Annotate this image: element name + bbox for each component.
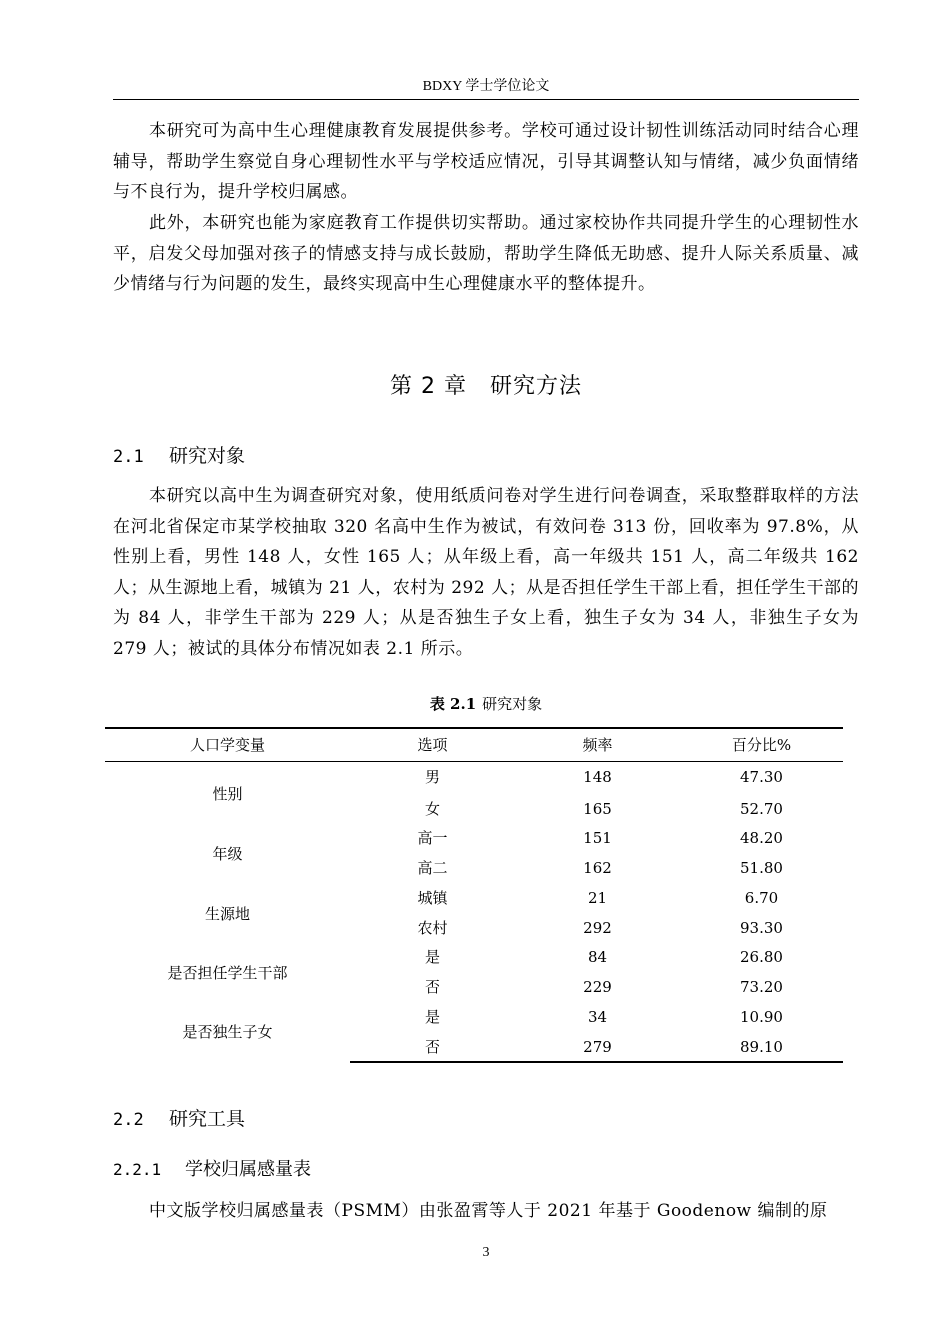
section-2-1-heading (113, 443, 245, 470)
section-title: 研究对象 (169, 445, 246, 467)
table-cell: 84 (587, 948, 608, 966)
table-cell: 51.80 (740, 859, 783, 877)
section-2-2-heading (113, 1106, 245, 1133)
table-cell: 52.70 (740, 800, 783, 818)
running-header: BDXY 学士学位论文 (422, 79, 550, 94)
table-cell: 是 (424, 948, 440, 966)
table-cell: 292 (583, 919, 612, 937)
chapter-title: 第 2 章 研究方法 (390, 374, 582, 399)
table-cell: 农村 (417, 919, 448, 937)
table-cell: 否 (424, 1038, 440, 1056)
table-cell: 女 (424, 800, 440, 818)
table-cell: 6.70 (744, 889, 779, 907)
section-number: 2.1 (113, 447, 144, 467)
table-cell: 279 (583, 1038, 612, 1056)
table-cell: 城镇 (417, 889, 448, 907)
subsection-2-2-1-paragraph: 中文版学校归属感量表（PSMM）由张盈霄等人于 2021 年基于 Goodenow 编制的原 (149, 1201, 828, 1221)
table-cell: 男 (424, 768, 440, 786)
table-variable-cell: 生源地 (204, 905, 250, 923)
table-cell: 151 (583, 829, 612, 847)
table-cell: 73.20 (740, 978, 783, 996)
table-header-cell: 频率 (582, 736, 613, 754)
table-cell: 229 (583, 978, 612, 996)
table-cell: 10.90 (740, 1008, 783, 1026)
table-bottom-rule (350, 1061, 843, 1063)
table-cell: 26.80 (740, 948, 783, 966)
table-variable-cell: 性别 (212, 785, 243, 803)
intro-paragraph-2: 此外，本研究也能为家庭教育工作提供切实帮助。通过家校协作共同提升学生的心理韧性水平，启发父母加强对孩子的情感支持与成长鼓励，帮助学生降低无助感、提升人际关系质量、减少情绪与行为问题的发生，最终实现高中生心理健康水平的整体提升。 (113, 213, 859, 294)
table-cell: 21 (587, 889, 608, 907)
table-cell: 否 (424, 978, 440, 996)
section-number: 2.2 (113, 1110, 144, 1130)
header-rule (113, 99, 859, 100)
table-cell: 48.20 (740, 829, 783, 847)
section-2-1-paragraph: 本研究以高中生为调查研究对象，使用纸质问卷对学生进行问卷调查，采取整群取样的方法在河北省保定市某学校抽取 320 名高中生作为被试，有效问卷 313 份，回收率为 97.8%，从性别上看，男性 148 人，女性 165 人；从年级上看，高一年级共 151 人，高二年级共 162 人；从生源地上看，城镇为 21 人，农村为 292 人；从是否担任学生干部上看，担任学生干部的为 84 人，非学生干部为 229 人；从是否独生子女上看，独生子女为 34 人，非独生子女为 279 人；被试的具体分布情况如表 2.1 所示。 (113, 486, 859, 659)
table-header-rule (105, 761, 843, 762)
section-title: 研究工具 (169, 1108, 246, 1130)
table-header-cell: 人口学变量 (189, 736, 265, 754)
table-caption (113, 694, 859, 714)
table-cell: 高一 (417, 829, 448, 847)
table-top-rule (105, 727, 843, 729)
table-header-cell: 百分比% (731, 736, 792, 754)
page-number: 3 (482, 1245, 490, 1260)
table-cell: 148 (583, 768, 612, 786)
subsection-title: 学校归属感量表 (185, 1159, 311, 1180)
table-cell: 165 (583, 800, 612, 818)
table-caption-title: 研究对象 (482, 695, 543, 713)
table-cell: 34 (587, 1008, 608, 1026)
table-cell: 高二 (417, 859, 448, 877)
intro-paragraph-1: 本研究可为高中生心理健康教育发展提供参考。学校可通过设计韧性训练活动同时结合心理辅导，帮助学生察觉自身心理韧性水平与学校适应情况，引导其调整认知与情绪，减少负面情绪与不良行为，提升学校归属感。 (113, 121, 859, 202)
table-variable-cell: 是否独生子女 (182, 1023, 273, 1041)
table-variable-cell: 年级 (212, 845, 243, 863)
subsection-number: 2.2.1 (113, 1160, 162, 1179)
table-caption-number: 表 2.1 (429, 695, 477, 713)
table-variable-cell: 是否担任学生干部 (167, 964, 288, 982)
table-cell: 47.30 (740, 768, 783, 786)
table-cell: 是 (424, 1008, 440, 1026)
table-cell: 93.30 (740, 919, 783, 937)
table-header-cell: 选项 (417, 736, 448, 754)
table-cell: 89.10 (740, 1038, 783, 1056)
subsection-2-2-1-heading (113, 1158, 311, 1182)
table-cell: 162 (583, 859, 612, 877)
